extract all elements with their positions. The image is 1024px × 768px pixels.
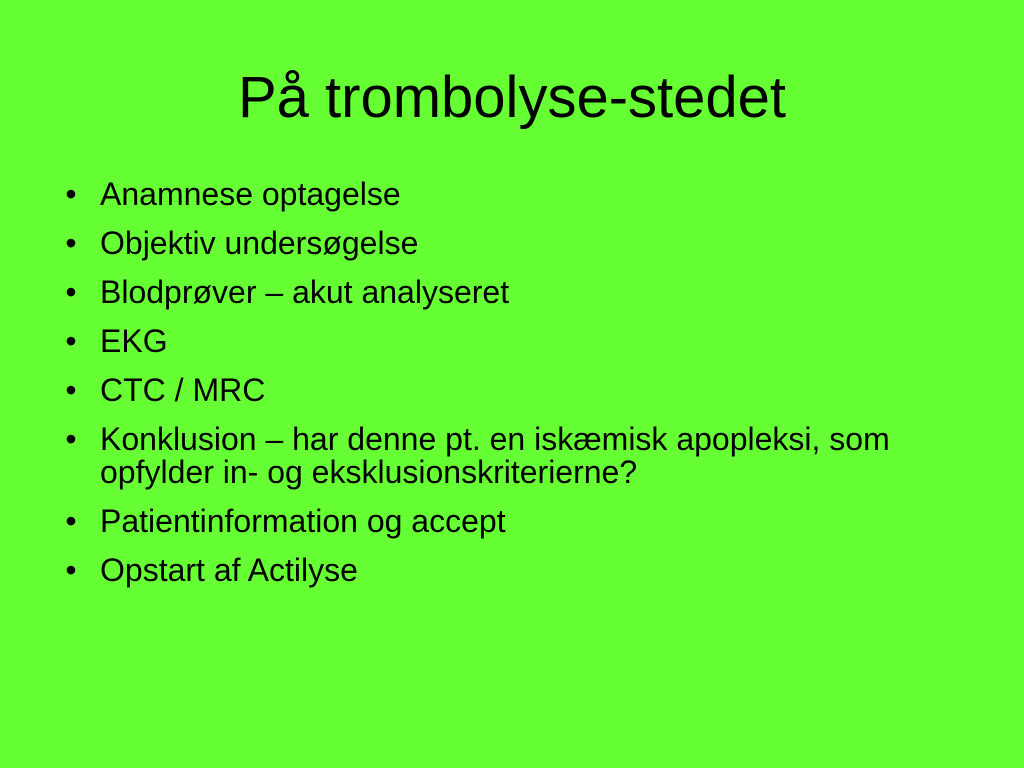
bullet-item [56, 505, 976, 538]
slide-title: På trombolyse-stedet [237, 65, 787, 130]
bullet-item [56, 554, 976, 587]
bullet-text: Opstart af Actilyse [100, 552, 358, 588]
bullet-item [56, 423, 976, 489]
bullet-text: Blodprøver – akut analyseret [100, 274, 510, 310]
bullet-marker: • [65, 372, 77, 408]
bullet-marker: • [65, 323, 77, 359]
bullet-marker: • [65, 176, 77, 212]
bullet-list [56, 178, 976, 603]
bullet-marker: • [65, 552, 77, 588]
bullet-item [56, 325, 976, 358]
bullet-marker: • [65, 503, 77, 539]
bullet-text: EKG [100, 323, 168, 359]
bullet-text: CTC / MRC [100, 372, 266, 408]
bullet-marker: • [65, 421, 77, 457]
bullet-item [56, 276, 976, 309]
bullet-item [56, 178, 976, 211]
bullet-marker: • [65, 225, 77, 261]
bullet-item [56, 374, 976, 407]
bullet-text: Objektiv undersøgelse [100, 225, 419, 261]
bullet-text: Anamnese optagelse [100, 176, 401, 212]
bullet-text: Patientinformation og accept [100, 503, 506, 539]
bullet-text: Konklusion – har denne pt. en iskæmisk apopleksi, som opfylder in- og eksklusionskriterierne? [100, 421, 890, 490]
bullet-marker: • [65, 274, 77, 310]
bullet-item [56, 227, 976, 260]
